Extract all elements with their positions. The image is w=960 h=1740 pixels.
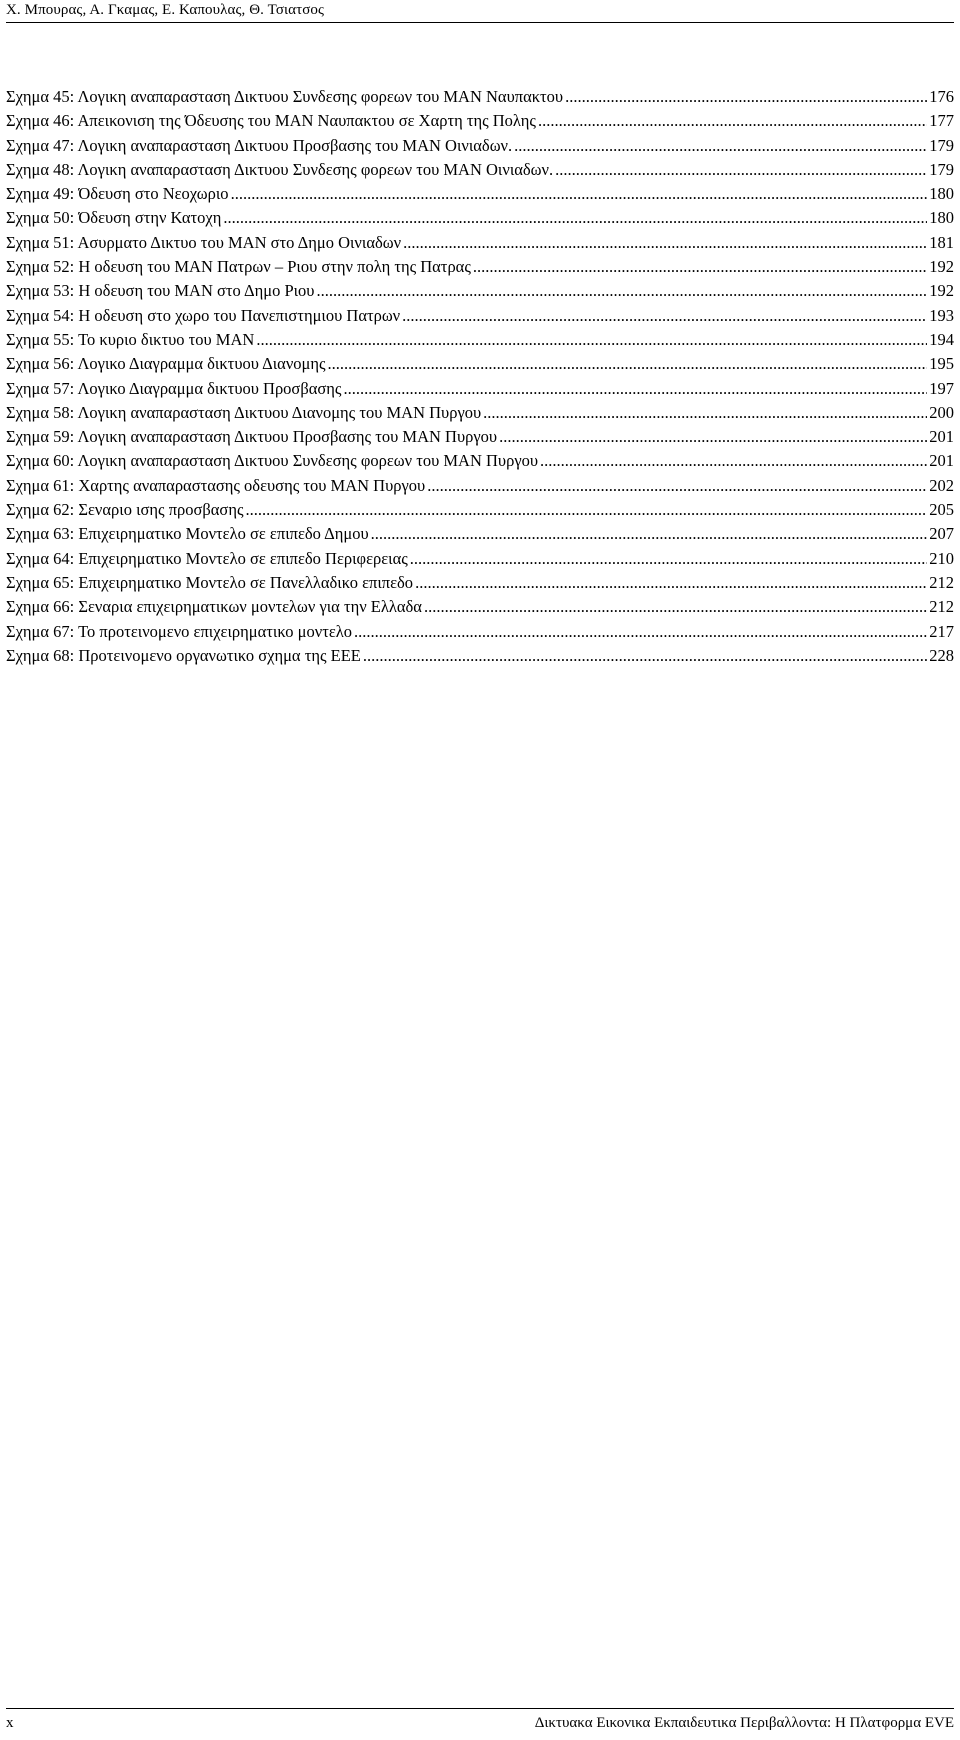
toc-entry[interactable] [6, 498, 954, 522]
dot-leader [538, 109, 927, 133]
dot-leader [483, 401, 927, 425]
toc-entry-page: 180 [929, 208, 954, 228]
toc-entry[interactable] [6, 231, 954, 255]
toc-entry-label: Σχημα 47: Λογικη αναπαρασταση Δικτυου Προσβασης του MAN Οινιαδων. [6, 135, 513, 155]
dot-leader [371, 522, 928, 546]
toc-entry-label: Σχημα 49: Όδευση στο Νεοχωριο [6, 184, 229, 204]
dot-leader [514, 134, 927, 158]
dot-leader [424, 595, 927, 619]
dot-leader [499, 425, 927, 449]
running-header-authors: Χ. Μπουρας, Α. Γκαμας, Ε. Καπουλας, Θ. Τσιατσος [6, 2, 325, 18]
toc-entry-label: Σχημα 61: Χαρτης αναπαραστασης οδευσης του MAN Πυργου [6, 475, 426, 495]
toc-entry-page: 212 [929, 572, 954, 592]
toc-entry-label: Σχημα 66: Σεναρια επιχειρηματικων μοντελων για την Ελλαδα [6, 597, 422, 617]
toc-entry[interactable] [6, 304, 954, 328]
header-divider [6, 22, 954, 23]
toc-entry-label: Σχημα 54: Η οδευση στο χωρο του Πανεπιστημιου Πατρων [6, 305, 401, 325]
toc-entry[interactable] [6, 547, 954, 571]
dot-leader [354, 620, 927, 644]
book-title: Δικτυακα Εικονικα Εκπαιδευτικα Περιβαλλοντα: Η Πλατφορμα EVE [534, 1715, 954, 1731]
dot-leader [363, 644, 927, 668]
toc-entry-label: Σχημα 55: Το κυριο δικτυο του MAN [6, 329, 255, 349]
toc-entry-label: Σχημα 51: Ασυρματο Δικτυο του MAN στο Δημο Οινιαδων [6, 232, 402, 252]
toc-entry-label: Σχημα 50: Όδευση στην Κατοχη [6, 208, 222, 228]
toc-entry-page: 201 [929, 451, 954, 471]
toc-entry[interactable] [6, 134, 954, 158]
toc-entry-label: Σχημα 57: Λογικο Διαγραμμα δικτυου Προσβασης [6, 378, 342, 398]
toc-entry[interactable] [6, 425, 954, 449]
toc-entry-label: Σχημα 60: Λογικη αναπαρασταση Δικτυου Συνδεσης φορεων του MAN Πυργου [6, 451, 539, 471]
dot-leader [231, 182, 928, 206]
toc-entry[interactable] [6, 474, 954, 498]
toc-entry-page: 179 [929, 159, 954, 179]
toc-entry[interactable] [6, 620, 954, 644]
dot-leader [473, 255, 927, 279]
toc-entry-page: 228 [929, 645, 954, 665]
toc-entry-page: 192 [929, 281, 954, 301]
toc-entry-page: 176 [929, 87, 954, 106]
toc-entry-page: 195 [929, 354, 954, 374]
dot-leader [415, 571, 927, 595]
toc-entry[interactable] [6, 522, 954, 546]
toc-entry-label: Σχημα 48: Λογικη αναπαρασταση Δικτυου Συνδεσης φορεων του MAN Οινιαδων. [6, 159, 554, 179]
toc-entry[interactable] [6, 206, 954, 230]
toc-entry[interactable] [6, 255, 954, 279]
toc-entry[interactable] [6, 109, 954, 133]
toc-entry-label: Σχημα 64: Επιχειρηματικο Μοντελο σε επιπεδο Περιφερειας [6, 548, 408, 568]
toc-entry-label: Σχημα 67: Το προτεινομενο επιχειρηματικο μοντελο [6, 621, 353, 641]
dot-leader [540, 449, 927, 473]
toc-entry-label: Σχημα 62: Σεναριο ισης προσβασης [6, 500, 244, 520]
running-footer [6, 1712, 954, 1734]
toc-entry-page: 180 [929, 184, 954, 204]
toc-entry-label: Σχημα 59: Λογικη αναπαρασταση Δικτυου Προσβασης του MAN Πυργου [6, 427, 498, 447]
toc-entry[interactable] [6, 158, 954, 182]
toc-entry-label: Σχημα 53: Η οδευση του MAN στο Δημο Ριου [6, 281, 315, 301]
toc-entry-page: 212 [929, 597, 954, 617]
toc-entry[interactable] [6, 352, 954, 376]
toc-entry[interactable] [6, 401, 954, 425]
dot-leader [565, 85, 927, 109]
toc-entry-page: 181 [929, 232, 954, 252]
toc-entry[interactable] [6, 328, 954, 352]
toc-entry[interactable] [6, 644, 954, 668]
toc-entry-label: Σχημα 68: Προτεινομενο οργανωτικο σχημα της ΕΕΕ [6, 645, 361, 665]
toc-entry-page: 179 [929, 135, 954, 155]
toc-entry-page: 207 [929, 524, 954, 544]
toc-entry-page: 194 [929, 329, 954, 349]
toc-entry-label: Σχημα 56: Λογικο Διαγραμμα δικτυου Διανομης [6, 354, 326, 374]
dot-leader [427, 474, 927, 498]
dot-leader [316, 279, 927, 303]
toc-entry[interactable] [6, 85, 954, 109]
toc-entry-page: 193 [929, 305, 954, 325]
toc-entry-page: 200 [929, 402, 954, 422]
toc-entry-label: Σχημα 45: Λογικη αναπαρασταση Δικτυου Συνδεσης φορεων του MAN Ναυπακτου [6, 87, 564, 106]
footer-divider [6, 1708, 954, 1709]
dot-leader [328, 352, 928, 376]
toc-entry-page: 205 [929, 500, 954, 520]
toc-entry-page: 177 [929, 111, 954, 131]
toc-entry[interactable] [6, 571, 954, 595]
dot-leader [343, 377, 927, 401]
toc-entry-label: Σχημα 52: Η οδευση του MAN Πατρων – Ριου στην πολη της Πατρας [6, 257, 471, 277]
toc-entry-page: 192 [929, 257, 954, 277]
dot-leader [555, 158, 927, 182]
dot-leader [246, 498, 928, 522]
toc-entry[interactable] [6, 182, 954, 206]
dot-leader [223, 206, 927, 230]
dot-leader [402, 304, 927, 328]
toc-entry-label: Σχημα 46: Απεικονιση της Όδευσης του MAN Ναυπακτου σε Χαρτη της Πολης [6, 111, 536, 131]
toc-entry-label: Σχημα 63: Επιχειρηματικο Μοντελο σε επιπεδο Δημου [6, 524, 369, 544]
toc-entry[interactable] [6, 595, 954, 619]
toc-entry-page: 201 [929, 427, 954, 447]
list-of-figures [6, 85, 954, 668]
toc-entry-page: 202 [929, 475, 954, 495]
toc-entry-page: 217 [929, 621, 954, 641]
toc-entry-page: 210 [929, 548, 954, 568]
toc-entry[interactable] [6, 449, 954, 473]
dot-leader [256, 328, 927, 352]
page-number: x [6, 1715, 14, 1731]
toc-entry-label: Σχημα 65: Επιχειρηματικο Μοντελο σε Πανελλαδικο επιπεδο [6, 572, 414, 592]
toc-entry[interactable] [6, 377, 954, 401]
dot-leader [403, 231, 927, 255]
toc-entry-label: Σχημα 58: Λογικη αναπαρασταση Δικτυου Διανομης του MAN Πυργου [6, 402, 482, 422]
toc-entry-page: 197 [929, 378, 954, 398]
toc-entry[interactable] [6, 279, 954, 303]
dot-leader [410, 547, 927, 571]
